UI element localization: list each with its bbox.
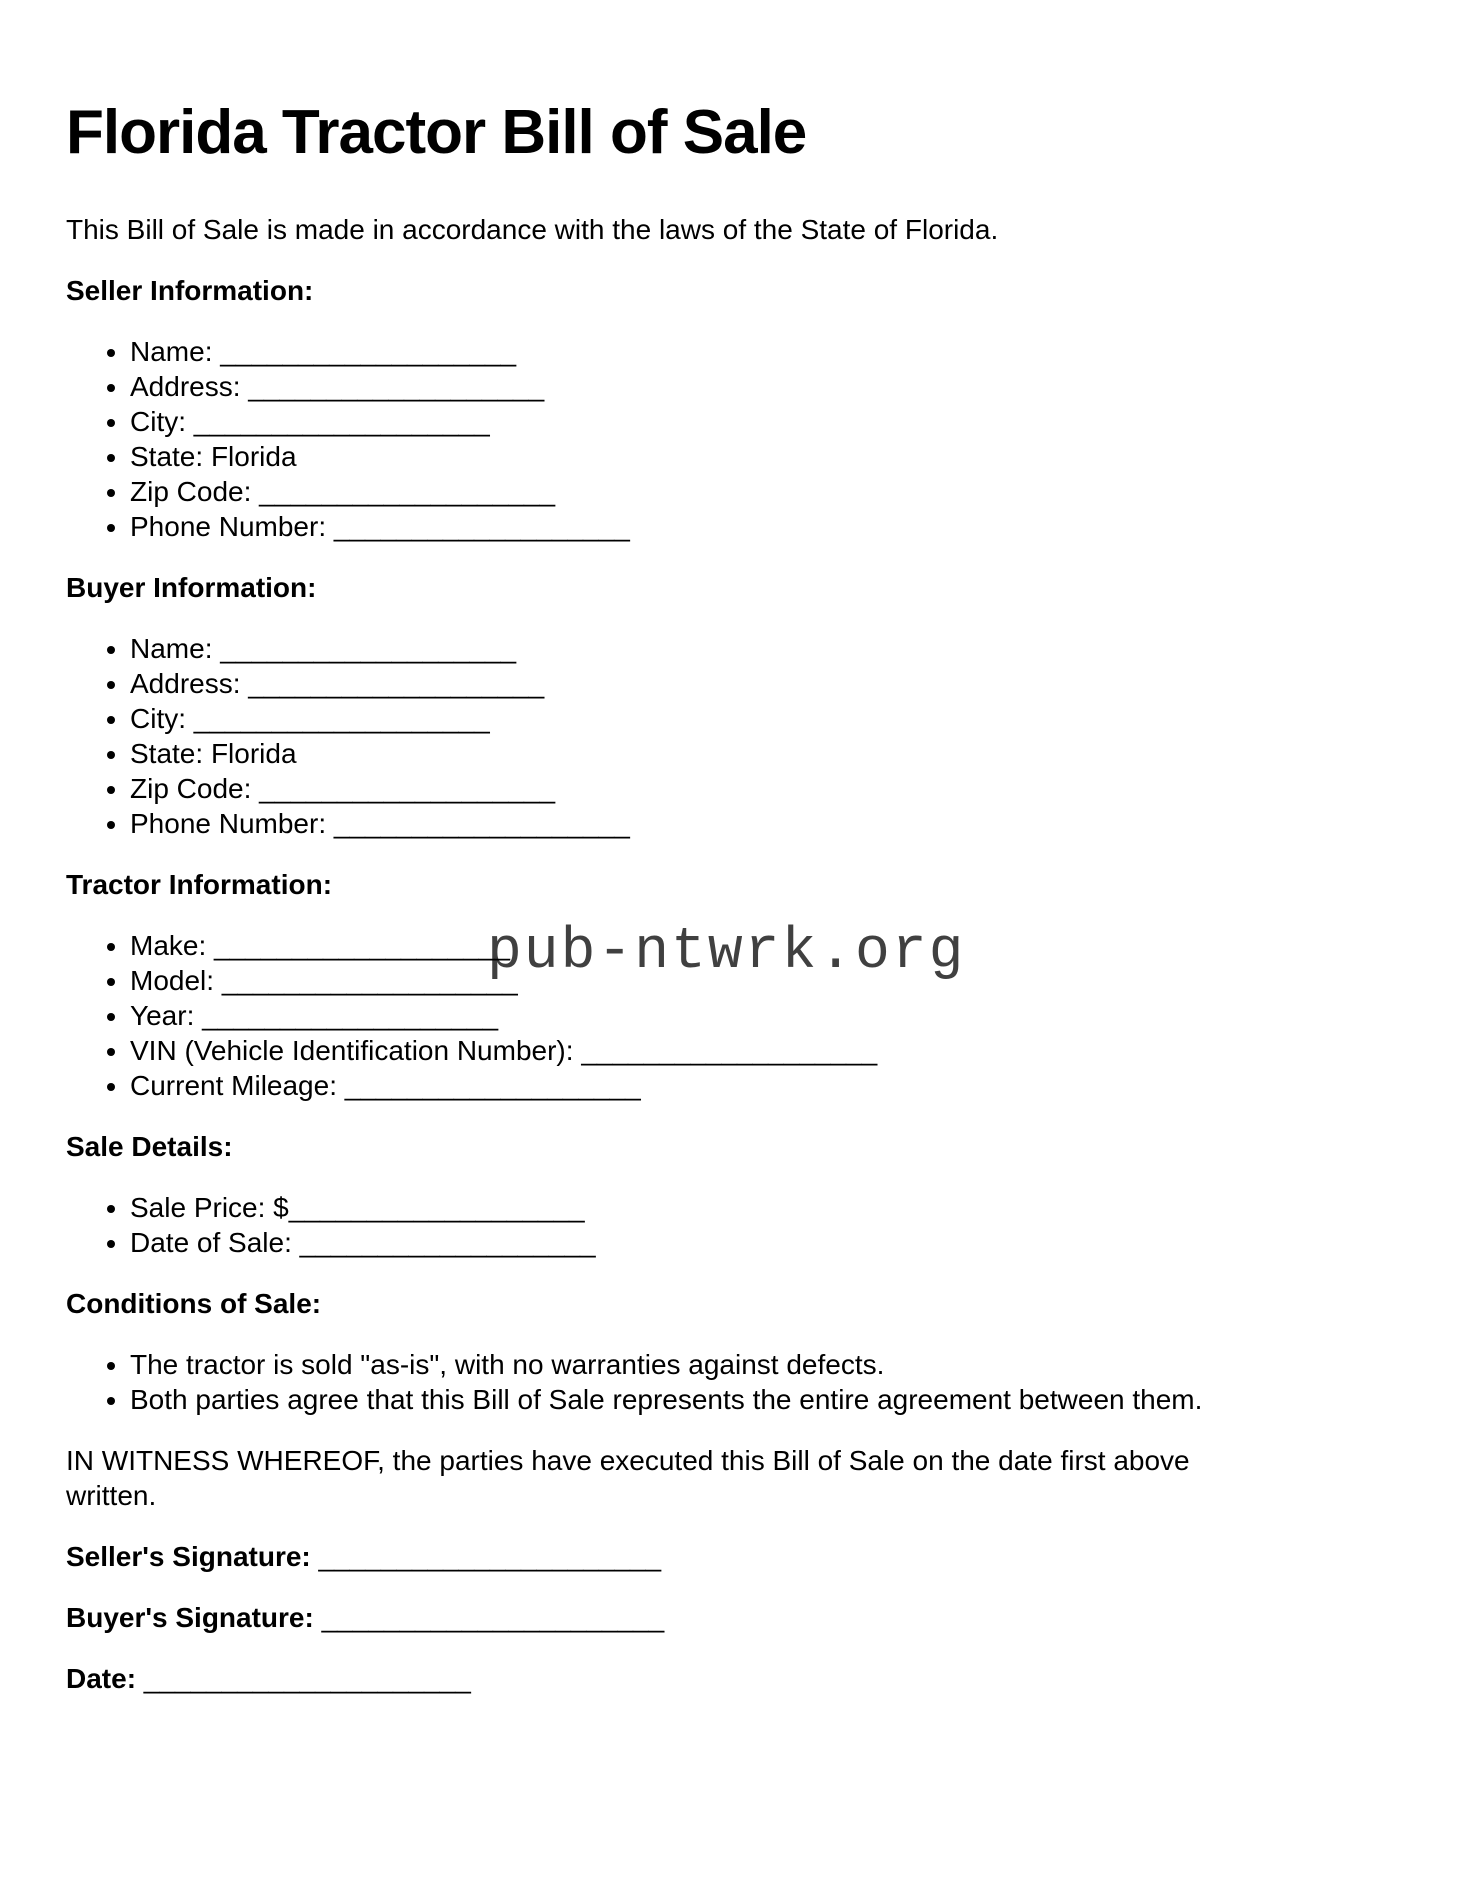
- item-label: Name:: [130, 336, 221, 367]
- section-heading-tractor: Tractor Information:: [66, 869, 333, 900]
- sale-details-list: [66, 1190, 1398, 1260]
- intro-text: This Bill of Sale is made in accordance with the laws of the State of Florida.: [66, 214, 999, 245]
- seller-info-list: [66, 334, 1398, 544]
- item-label: State:: [130, 738, 211, 769]
- blank-line: ___________________: [299, 1227, 596, 1258]
- list-item: [130, 771, 1398, 806]
- item-label: VIN (Vehicle Identification Number):: [130, 1035, 582, 1066]
- list-item: [130, 1190, 1398, 1225]
- list-item: [130, 806, 1398, 841]
- list-item: [130, 509, 1398, 544]
- buyer-signature-line: ______________________: [321, 1602, 665, 1633]
- list-item: [130, 1225, 1398, 1260]
- blank-line: ___________________: [333, 808, 630, 839]
- blank-line: ___________________: [220, 633, 517, 664]
- list-item: [130, 334, 1398, 369]
- page-title: Florida Tractor Bill of Sale: [66, 98, 807, 167]
- blank-line: ___________________: [202, 1000, 499, 1031]
- item-label: City:: [130, 406, 194, 437]
- blank-line: ___________________: [248, 371, 545, 402]
- buyer-signature-label: Buyer's Signature:: [66, 1602, 322, 1633]
- section-heading-buyer: Buyer Information:: [66, 572, 317, 603]
- date-line: _____________________: [143, 1663, 471, 1694]
- item-label: Name:: [130, 633, 221, 664]
- list-item: [130, 736, 1398, 771]
- list-item: [130, 701, 1398, 736]
- blank-line: ___________________: [344, 1070, 641, 1101]
- blank-line: ___________________: [193, 406, 490, 437]
- item-label: Model:: [130, 965, 222, 996]
- list-item: [130, 1347, 1250, 1382]
- seller-signature-row: [66, 1539, 1398, 1574]
- item-label: Address:: [130, 668, 249, 699]
- tractor-info-list: [66, 928, 1398, 1103]
- condition-text: The tractor is sold "as-is", with no warranties against defects.: [130, 1349, 885, 1380]
- list-item: [130, 1033, 1398, 1068]
- list-item: [130, 1068, 1398, 1103]
- blank-line: ___________________: [259, 476, 556, 507]
- blank-line: ___________________: [259, 773, 556, 804]
- list-item: [130, 963, 1398, 998]
- blank-line: ___________________: [193, 703, 490, 734]
- list-item: [130, 631, 1398, 666]
- list-item: [130, 928, 1398, 963]
- item-label: Year:: [130, 1000, 203, 1031]
- item-label: Date of Sale:: [130, 1227, 300, 1258]
- item-label: Make:: [130, 930, 215, 961]
- buyer-info-list: [66, 631, 1398, 841]
- blank-line: ___________________: [248, 668, 545, 699]
- date-label: Date:: [66, 1663, 144, 1694]
- seller-signature-line: ______________________: [318, 1541, 662, 1572]
- bill-of-sale-document: [66, 100, 1398, 1696]
- blank-line: ___________________: [220, 336, 517, 367]
- list-item: [130, 474, 1398, 509]
- witness-clause: IN WITNESS WHEREOF, the parties have executed this Bill of Sale on the date first above written.: [66, 1445, 1190, 1511]
- list-item: [130, 404, 1398, 439]
- blank-line: ___________________: [288, 1192, 585, 1223]
- list-item: [130, 369, 1398, 404]
- section-heading-sale-details: Sale Details:: [66, 1131, 233, 1162]
- condition-text: Both parties agree that this Bill of Sale represents the entire agreement between them.: [130, 1384, 1203, 1415]
- blank-line: ___________________: [221, 965, 518, 996]
- item-label: Current Mileage:: [130, 1070, 345, 1101]
- blank-line: ___________________: [581, 1035, 878, 1066]
- list-item: [130, 998, 1398, 1033]
- item-label: Zip Code:: [130, 476, 260, 507]
- buyer-signature-row: [66, 1600, 1398, 1635]
- section-heading-conditions: Conditions of Sale:: [66, 1288, 322, 1319]
- blank-line: ___________________: [333, 511, 630, 542]
- list-item: [130, 439, 1398, 474]
- item-label: Address:: [130, 371, 249, 402]
- item-label: Sale Price: $: [130, 1192, 289, 1223]
- item-label: Phone Number:: [130, 511, 334, 542]
- item-label: Zip Code:: [130, 773, 260, 804]
- conditions-list: [66, 1347, 1398, 1417]
- watermark-text: pub-ntwrk.org: [487, 920, 966, 985]
- item-label: City:: [130, 703, 194, 734]
- blank-line: ___________________: [214, 930, 510, 961]
- item-label: Phone Number:: [130, 808, 334, 839]
- section-heading-seller: Seller Information:: [66, 275, 314, 306]
- item-value: Florida: [210, 738, 297, 769]
- list-item: [130, 666, 1398, 701]
- item-label: State:: [130, 441, 211, 472]
- item-value: Florida: [210, 441, 297, 472]
- seller-signature-label: Seller's Signature:: [66, 1541, 319, 1572]
- date-row: [66, 1661, 1398, 1696]
- list-item: [130, 1382, 1250, 1417]
